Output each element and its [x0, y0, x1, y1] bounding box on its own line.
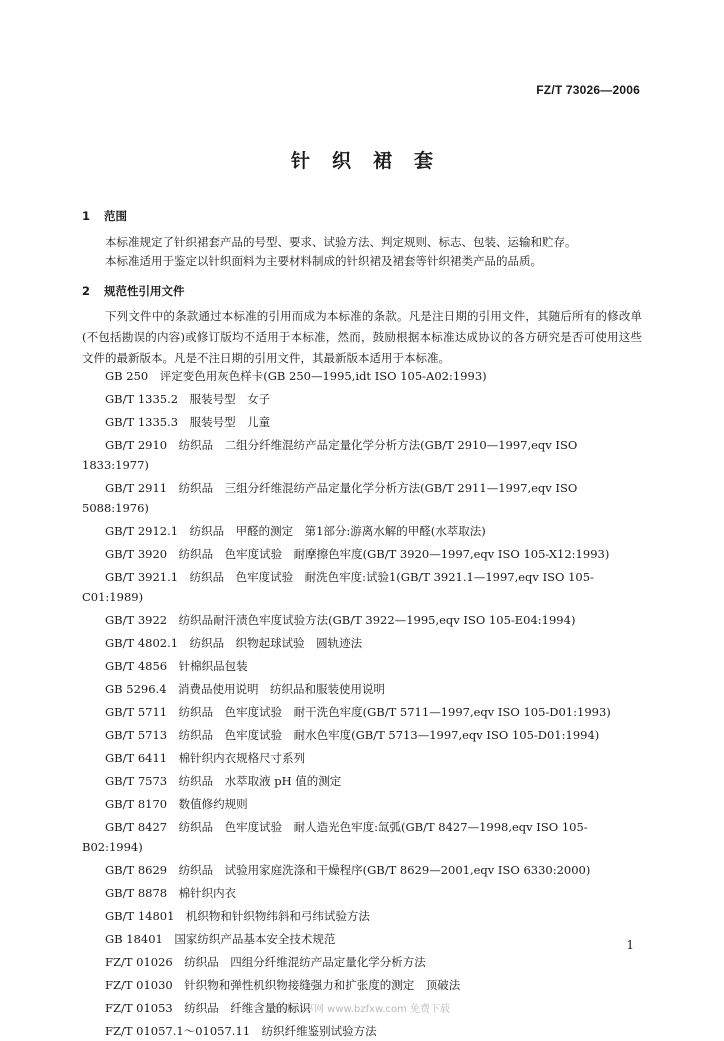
reference-item: FZ/T 01030 针织物和弹性机织物接缝强力和扩张度的测定 顶破法: [105, 978, 461, 992]
section-1-title: 范围: [104, 209, 127, 223]
reference-item: GB/T 8629 纺织品 试验用家庭洗涤和干燥程序(GB/T 8629—2001,eqv ISO 6330:2000): [105, 863, 591, 877]
standard-number: FZ/T 73026—2006: [536, 83, 640, 97]
reference-item: FZ/T 01026 纺织品 四组分纤维混纺产品定量化学分析方法: [105, 955, 426, 969]
section-1-number: 1: [82, 209, 91, 223]
reference-item: GB/T 2911 纺织品 三组分纤维混纺产品定量化学分析方法(GB/T 2911—1997,eqv ISO 5088:1976): [82, 481, 578, 515]
reference-item: GB/T 14801 机织物和针织物纬斜和弓纬试验方法: [105, 909, 370, 923]
section-2-paragraph-1: 下列文件中的条款通过本标准的引用而成为本标准的条款。凡是注日期的引用文件，其随后所有的修改单(不包括勘误的内容)或修订版均不适用于本标准，然而，鼓励根据本标准达成协议的各方研究是否可使用这些文件的最新版本。凡是不注日期的引用文件，其最新版本适用于本标准。: [82, 309, 642, 365]
reference-item: FZ/T 01053 纺织品 纤维含量的标识: [105, 1001, 311, 1015]
watermark: 标准分享网 www.bzfxw.com 免费下载: [274, 1004, 450, 1015]
section-2-heading: [82, 283, 185, 299]
reference-item: GB/T 1335.2 服装号型 女子: [105, 392, 271, 406]
section-2-title: 规范性引用文件: [104, 284, 185, 298]
reference-item: GB/T 2912.1 纺织品 甲醛的测定 第1部分:游离水解的甲醛(水萃取法): [105, 524, 486, 538]
section-1-paragraph-1: 本标准规定了针织裙套产品的号型、要求、试验方法、判定规则、标志、包装、运输和贮存。: [105, 235, 577, 249]
reference-item: GB/T 2910 纺织品 二组分纤维混纺产品定量化学分析方法(GB/T 2910—1997,eqv ISO 1833:1977): [82, 438, 578, 472]
reference-item: GB 18401 国家纺织产品基本安全技术规范: [105, 932, 336, 946]
reference-item: GB/T 5711 纺织品 色牢度试验 耐干洗色牢度(GB/T 5711—1997,eqv ISO 105-D01:1993): [105, 705, 611, 719]
section-2-number: 2: [82, 284, 91, 298]
reference-item: GB/T 4802.1 纺织品 织物起球试验 圆轨迹法: [105, 636, 363, 650]
page-number: 1: [626, 938, 634, 952]
reference-item: GB/T 8170 数值修约规则: [105, 797, 248, 811]
reference-item: GB/T 5713 纺织品 色牢度试验 耐水色牢度(GB/T 5713—1997,eqv ISO 105-D01:1994): [105, 728, 600, 742]
reference-item: GB/T 3920 纺织品 色牢度试验 耐摩擦色牢度(GB/T 3920—1997,eqv ISO 105-X12:1993): [105, 547, 610, 561]
reference-item: GB/T 3921.1 纺织品 色牢度试验 耐洗色牢度:试验1(GB/T 3921.1—1997,eqv ISO 105-C01:1989): [82, 570, 594, 604]
reference-item: FZ/T 01057.1～01057.11 纺织纤维鉴别试验方法: [105, 1024, 377, 1038]
section-1-paragraph-2: 本标准适用于鉴定以针织面料为主要材料制成的针织裙及裙套等针织裙类产品的品质。: [105, 254, 542, 268]
document-title: 针织裙套: [290, 150, 455, 172]
reference-item: GB/T 3922 纺织品耐汗渍色牢度试验方法(GB/T 3922—1995,eqv ISO 105-E04:1994): [105, 613, 576, 627]
section-1-heading: [82, 208, 127, 224]
reference-item: GB/T 8427 纺织品 色牢度试验 耐人造光色牢度:氙弧(GB/T 8427—1998,eqv ISO 105-B02:1994): [82, 820, 588, 854]
reference-item: GB/T 8878 棉针织内衣: [105, 886, 237, 900]
reference-item: GB/T 1335.3 服装号型 儿童: [105, 415, 271, 429]
reference-item: GB/T 6411 棉针织内衣规格尺寸系列: [105, 751, 306, 765]
reference-item: GB/T 4856 针棉织品包装: [105, 659, 248, 673]
reference-item: GB 250 评定变色用灰色样卡(GB 250—1995,idt ISO 105-A02:1993): [105, 369, 487, 383]
reference-item: GB 5296.4 消费品使用说明 纺织品和服装使用说明: [105, 682, 386, 696]
reference-item: GB/T 7573 纺织品 水萃取液 pH 值的测定: [105, 774, 342, 788]
